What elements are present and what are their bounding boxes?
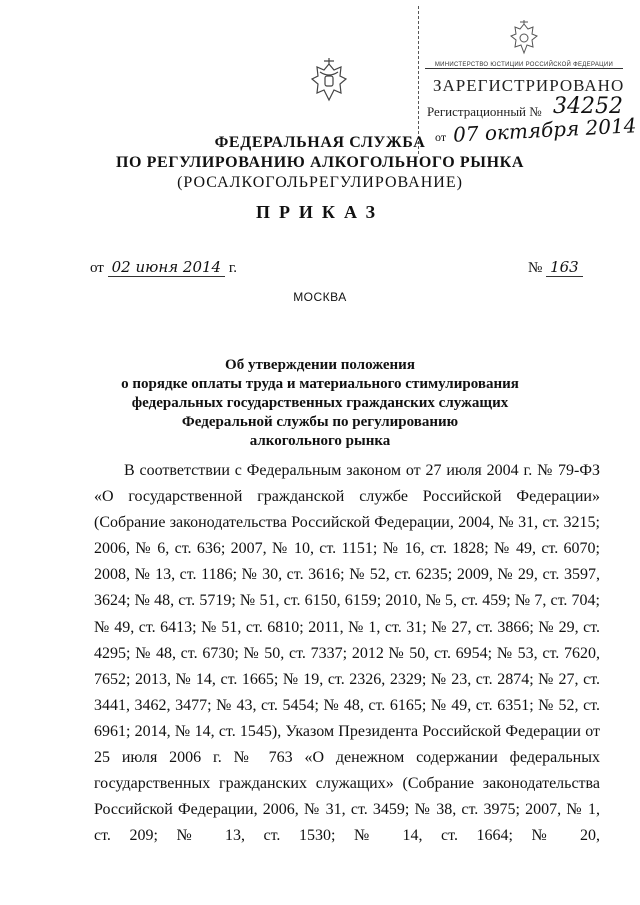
stamp-date-value: 07 октября 2014 [452, 113, 638, 147]
order-date-line [90, 258, 237, 277]
order-number-value: 163 [546, 258, 583, 277]
ministry-emblem-icon [507, 20, 541, 58]
order-title-line3: федеральных государственных гражданских служащих [131, 395, 509, 411]
stamp-registered-label: ЗАРЕГИСТРИРОВАНО [433, 76, 625, 95]
order-title-line4: Федеральной службы по регулированию [181, 414, 459, 430]
org-name-line1: ФЕДЕРАЛЬНАЯ СЛУЖБА [214, 134, 426, 151]
stamp-regnum-label: Регистрационный № [427, 104, 542, 119]
order-title-line2: о порядке оплаты труда и материального стимулирования [121, 376, 519, 392]
body-paragraph: В соответствии с Федеральным законом от 27 июля 2004 г. № 79-ФЗ «О государственной гражданской службе Российской Федерации» (Собрание законодательства Российской Федерации, 2004, № 31, ст. 3215; 2006, № 6, ст. 636; 2007, № 10, ст. 1151; № 16, ст. 1828; № 49, ст. 6070; 2008, № 13, ст. 1186; № 30, ст. 3616; № 52, ст. 6235; 2009, № 29, ст. 3597, 3624; № 48, ст. 5719; № 51, ст. 6150, 6159; 2010, № 5, ст. 459; № 7, ст. 704; № 49, ст. 6413; № 51, ст. 6810; 2011, № 1, ст. 31; № 27, ст. 3866; № 29, ст. 4295; № 48, ст. 6730; № 50, ст. 7337; 2012 № 50, ст. 6954; № 53, ст. 7620, 7652; 2013, № 14, ст. 1665; № 19, ст. 2326, 2329; № 23, ст. 2874; № 27, ст. 3441, 3462, 3477; № 43, ст. 5454; № 48, ст. 6165; № 49, ст. 6351; № 52, ст. 6961; 2014, № 14, ст. 1545), Указом Президента Российской Федерации от 25 июля 2006 г. № 763 «О денежном содержании федеральных государственных гражданских служащих» (Собрание законодательства Российской Федерации, 2006, № 31, ст. 3459; № 38, ст. 3975; 2007, № 1, ст. 209; № 13, ст. 1530; № 14, ст. 1664; № 20, [94, 462, 600, 845]
order-date-prefix: от [90, 260, 104, 276]
order-number-prefix: № [528, 260, 543, 276]
stamp-from-label: от [435, 130, 447, 144]
order-city: МОСКВА [293, 290, 347, 304]
org-name-line2: ПО РЕГУЛИРОВАНИЮ АЛКОГОЛЬНОГО РЫНКА [115, 154, 525, 171]
doc-type-heading: ПРИКАЗ [255, 202, 385, 222]
order-title-line1: Об утверждении положения [225, 357, 415, 373]
order-title-line5: алкогольного рынка [249, 433, 391, 449]
order-date-suffix: г. [228, 260, 238, 276]
coat-of-arms-icon [308, 58, 350, 106]
org-name-line3: (РОСАЛКОГОЛЬРЕГУЛИРОВАНИЕ) [177, 174, 463, 191]
order-date-value: 02 июня 2014 [108, 258, 225, 277]
stamp-regnum-value: 34252 [553, 94, 623, 119]
order-title [0, 356, 640, 451]
stamp-ministry-name: МИНИСТЕРСТВО ЮСТИЦИИ РОССИЙСКОЙ ФЕДЕРАЦИИ [425, 62, 623, 69]
order-body [94, 458, 600, 849]
order-number-line [528, 258, 583, 277]
